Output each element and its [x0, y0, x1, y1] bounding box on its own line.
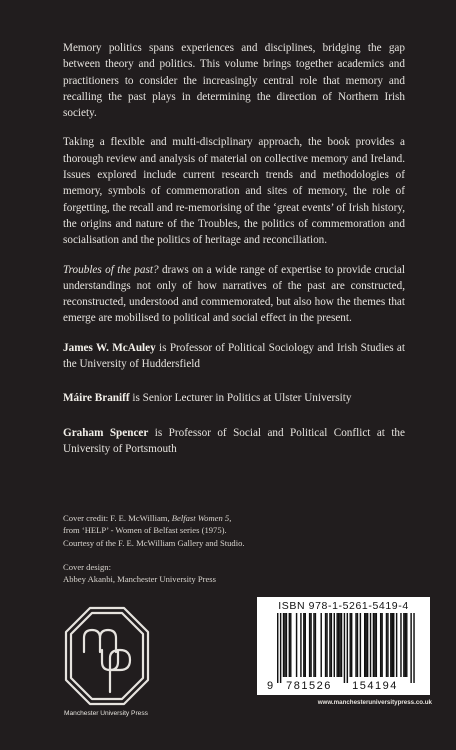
author-bio-text: is Professor of Political Sociology and Irish Studies at the University of Huddersfield [63, 341, 405, 371]
author-name: Máire Braniff [63, 392, 130, 405]
barcode-graphic [257, 597, 430, 695]
cover-credit-courtesy: Courtesy of the F. E. McWilliam Gallery and Studio. [63, 537, 245, 548]
blurb-paragraph-2: Taking a flexible and multi-disciplinary approach, the book provides a thorough review and analysis of material on collective memory and Ireland. Issues explored include current research trends and methodologies of memory, symbols of commemoration and sites of memory, the role of forgetting, the recall and re-memorising of the ‘great events’ of Irish history, the origins and nature of the Troubles, the politics of commemoration and socialisation and the politics of heritage and reconciliation. [63, 136, 405, 247]
barcode-digits-right: 154194 [352, 680, 398, 692]
barcode-bar [376, 613, 377, 677]
barcode-bar [370, 613, 371, 677]
barcode-bar [309, 613, 310, 677]
author-bio-text: is Senior Lecturer in Politics at Ulster University [129, 392, 352, 405]
barcode-bar [413, 613, 414, 683]
barcode-bar [386, 613, 387, 677]
cover-design-label: Cover design: [63, 561, 111, 572]
blurb-paragraph-3 [63, 262, 405, 327]
author-bio-1 [63, 340, 405, 373]
barcode-bar [392, 613, 393, 677]
publisher-name: Manchester University Press [64, 710, 148, 717]
barcode-bar [351, 613, 352, 677]
cover-design-credit [63, 561, 323, 586]
author-bio-3 [63, 425, 405, 458]
barcode-digits-left: 781526 [286, 680, 332, 692]
barcode-bar [325, 613, 326, 677]
isbn-label: ISBN 978-1-5261-5419-4 [278, 600, 409, 612]
author-name: James W. McAuley [63, 341, 156, 354]
cover-credit-series: from ‘HELP’ - Women of Belfast series (1975). [63, 525, 227, 536]
barcode-bar [326, 613, 327, 677]
author-bio-2 [63, 390, 405, 406]
barcode-bar [321, 613, 322, 677]
barcode-bar [373, 613, 374, 677]
cover-credit-prefix: Cover credit: F. E. McWilliam, [63, 513, 172, 523]
cover-design-value: Abbey Akanbi, Manchester University Press [63, 574, 216, 585]
barcode-bar [310, 613, 311, 677]
isbn-barcode [257, 597, 430, 695]
barcode-bar [296, 613, 297, 677]
barcode-bar [396, 613, 397, 677]
cover-credit-suffix: , [229, 513, 232, 523]
barcode-bar [403, 613, 404, 677]
barcode-bar [329, 613, 330, 677]
barcode-bar [286, 613, 287, 677]
barcode-bar [315, 613, 316, 677]
cover-artwork-title: Belfast Women 5 [171, 513, 230, 523]
barcode-bar [303, 613, 304, 677]
barcode-bar [289, 613, 290, 677]
back-cover-blurb [63, 40, 405, 475]
mup-logo-icon [62, 604, 152, 708]
publisher-url: www.manchesteruniversitypress.co.uk [317, 699, 432, 706]
barcode-bar [284, 613, 285, 677]
barcode-bar [280, 613, 281, 683]
barcode-bar [387, 613, 388, 677]
barcode-bar [305, 613, 306, 677]
barcode-bar [277, 613, 278, 683]
barcode-bar [365, 613, 366, 677]
barcode-bar [367, 613, 368, 677]
barcode-bar [331, 613, 332, 677]
barcode-bar [341, 613, 342, 677]
author-bio-text: is Professor of Social and Political Conflict at the University of Portsmouth [63, 426, 405, 455]
author-name: Graham Spencer [63, 426, 149, 439]
cover-credit [63, 512, 323, 549]
barcode-bar [283, 613, 284, 677]
barcode-bar [410, 613, 411, 683]
cover-credits [63, 512, 323, 597]
barcode-bar [406, 613, 407, 677]
blurb-paragraph-3-text: draws on a wide range of expertise to provide crucial understandings not only of how narratives of the past are constructed, reconstructed, understood and commemorated, but also how the themes that emerge are mobilised to political and social effect in the present. [63, 263, 405, 325]
barcode-bar [344, 613, 345, 683]
barcode-bar [357, 613, 358, 677]
barcode-bar [380, 613, 381, 677]
barcode-bar [374, 613, 375, 677]
blurb-paragraph-1: Memory politics spans experiences and disciplines, bridging the gap between theory and politics. This volume brings together academics and practitioners to consider the increasingly central role that memory and recalling the past plays in determining the direction of Northern Irish society. [63, 42, 405, 120]
barcode-digit-lead: 9 [267, 680, 274, 692]
barcode-bar [339, 613, 340, 677]
barcode-bar [347, 613, 348, 683]
barcode-bar [334, 613, 335, 677]
barcode-bar [393, 613, 394, 677]
book-title: Troubles of the past? [63, 263, 159, 276]
barcode-bar [364, 613, 365, 677]
barcode-bar [400, 613, 401, 677]
barcode-bar [350, 613, 351, 677]
barcode-bar [300, 613, 301, 677]
barcode-bar [336, 613, 337, 677]
barcode-bar [355, 613, 356, 677]
barcode-bar [405, 613, 406, 677]
barcode-bar [360, 613, 361, 677]
barcode-bar [313, 613, 314, 677]
publisher-logo [62, 604, 182, 717]
barcode-bar [338, 613, 339, 677]
barcode-bar [381, 613, 382, 677]
barcode-bar [390, 613, 391, 677]
barcode-bar [290, 613, 291, 677]
